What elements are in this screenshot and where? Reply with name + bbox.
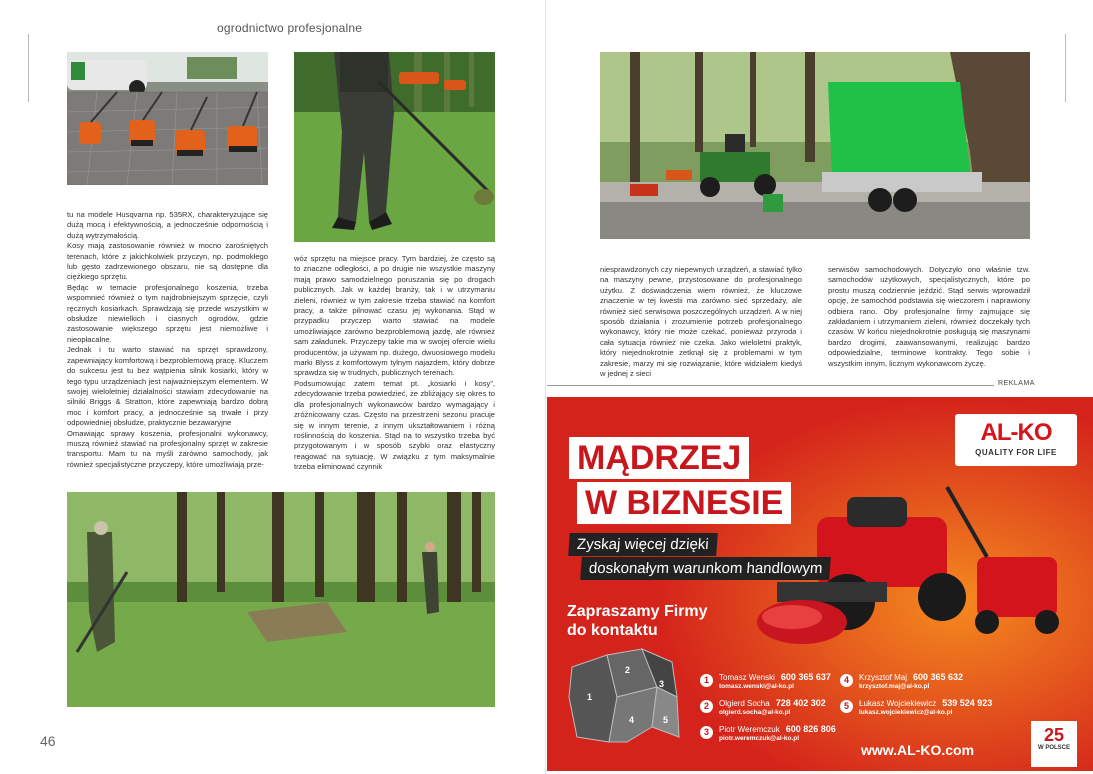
- map-region-label: 1: [587, 692, 593, 702]
- paragraph: serwisów samochodowych. Dotyczyło ono właśnie tzw. samochodów użytkowych, specjalistycznych, które po prostu muszą codziennie jeździć. Stąd serwis wprowadził opcję, że samochód podstawia się wieczorem i naprawiony odbiera rano. Oby profesjonalne firmy zajmujące się zakładaniem i utrzymaniem zieleni, również doczekały tych czasów. W końcu niejednokrotnie posługują się maszynami bardzo drogimi, zaawansowanymi, realizując bardzo odpowiedzialne, terminowe kontrakty. Tego sobie i wszystkim innym, licznym wykonawcom życzę.: [828, 265, 1030, 368]
- contact-email[interactable]: tomasz.wenski@al-ko.pl: [719, 683, 794, 690]
- contact-name: Olgierd Socha: [719, 699, 770, 708]
- contact-phone[interactable]: 728 402 302: [775, 698, 826, 708]
- contact-name-line: [719, 698, 826, 708]
- photo-tractor-trailer: [600, 52, 1030, 239]
- paragraph: Będąc w temacie profesjonalnego koszenia, trzeba wspomnieć również o tym najdrobniejszym sprzęcie, czyli ręcznych kosiarkach. Sprawdzają się przede wszystkim w obsłudze niewielkich i ciasnych ogrodów, gdzie zastosowanie większego sprzętu jest niemożliwe i nieopłacalne.: [67, 282, 268, 344]
- section-title: ogrodnictwo profesjonalne: [217, 21, 363, 35]
- region-number: 4: [840, 674, 853, 687]
- contact-email[interactable]: krzysztof.maj@al-ko.pl: [859, 683, 930, 690]
- paragraph: Omawiając sprawy koszenia, profesjonalni wykonawcy, muszą również stawiać na profesjonalny sprzęt w zakresie transportu. Mam tu na myśli zarówno samochody, jak również specjalistyczne przyczepy, które umożliwiają prze-: [67, 428, 268, 469]
- contact-name-line: [859, 672, 963, 682]
- contact-name: Piotr Weremczuk: [719, 725, 780, 734]
- invite-line-1: Zapraszamy Firmy: [567, 603, 708, 620]
- contact-name-line: [719, 672, 831, 682]
- margin-rule: [1065, 34, 1066, 102]
- region-number: 2: [700, 700, 713, 713]
- anniversary-number: 25: [1043, 725, 1065, 745]
- text-column-2: [294, 254, 495, 473]
- subline-1: Zyskaj więcej dzięki: [568, 533, 717, 556]
- advert-label: REKLAMA: [994, 380, 1039, 387]
- contact-name: Łukasz Wojciekiewicz: [859, 699, 937, 708]
- contact-name: Krzysztof Maj: [859, 673, 908, 682]
- invite-line-2: do kontaktu: [567, 622, 658, 639]
- advert-headline: [569, 437, 791, 524]
- logo-wordmark: AL-KO: [980, 419, 1052, 446]
- photo-brushcutters: [67, 52, 268, 185]
- map-region-label: 5: [663, 715, 669, 725]
- contact-email[interactable]: lukasz.wojciekiewicz@al-ko.pl: [859, 709, 953, 716]
- alko-logo: [955, 414, 1077, 466]
- text-column-4: [828, 265, 1030, 369]
- contact-name-line: [719, 724, 836, 734]
- map-region-label: 3: [659, 679, 665, 689]
- photo-trimmer-operator: [294, 52, 495, 242]
- poland-sales-regions-map: [569, 649, 679, 742]
- region-number: 5: [840, 700, 853, 713]
- page-number: 46: [40, 733, 56, 749]
- paragraph: Jednak i tu warto stawiać na sprzęt sprawdzony, zapewniający komfortową i bezproblemową pracę. Kluczem do sukcesu jest tu bez wątpienia silnik kosiarki, który w tego typu urządzeniach jest najważniejszym elementem. W swojej wieloletniej działalności stawiam zdecydowanie na silniki Briggs & Stratton, które zapewniają bardzo dobrą moc i komfort pracy, a jednocześnie są trwałe i przy odpowiedniej obsłudze, praktycznie bezawaryjne: [67, 345, 268, 428]
- map-region-label: 4: [629, 715, 635, 725]
- paragraph: tu na modele Husqvarna np. 535RX, charakteryzujące się dużą mocą i efektywnością, a jednocześnie odpornością i dużą wytrzymałością.: [67, 210, 268, 240]
- contact-phone[interactable]: 600 365 637: [780, 672, 831, 682]
- headline-line-2: W BIZNESIE: [577, 482, 791, 524]
- photo-forest-mowing: [67, 492, 495, 707]
- alko-advertisement: [547, 397, 1093, 771]
- paragraph: Kosy mają zastosowanie również w mocno zarośniętych terenach, które z jakichkolwiek przyczyn, np. podmokłego lub gęsto zadrzewionego obszaru, nie są dostępne dla ciężkiego sprzętu.: [67, 241, 268, 282]
- contact-email[interactable]: piotr.weremczuk@al-ko.pl: [719, 735, 800, 742]
- website-link[interactable]: www.AL-KO.com: [861, 742, 975, 758]
- advert-divider: [547, 385, 1039, 386]
- headline-line-1: MĄDRZEJ: [569, 437, 749, 479]
- margin-rule: [28, 34, 29, 102]
- contact-phone[interactable]: 600 365 632: [913, 672, 964, 682]
- contact-name-line: [859, 698, 992, 708]
- region-number: 1: [700, 674, 713, 687]
- map-region-label: 2: [625, 665, 631, 675]
- contact-email[interactable]: olgierd.socha@al-ko.pl: [719, 709, 791, 716]
- subline-2: doskonałym warunkom handlowym: [580, 557, 831, 580]
- left-page: [0, 0, 546, 774]
- contact-phone[interactable]: 600 826 806: [785, 724, 836, 734]
- paragraph: Podsumowując zatem temat pt. „kosiarki i kosy”, zdecydowanie trzeba powiedzieć, że zbliżający się okres to dla profesjonalnych wykonawców bardzo wymagający i zróżnicowany czas. Często na przestrzeni sezonu pracuje się w innym terenie, z innym ukształtowaniem i różną roślinnością do koszenia. Stąd na to wszystko trzeba być przygotowanym i w sposób szybki oraz elastyczny reagować na sytuację. W związku z tym maksymalnie trzeba eliminować czynnik: [294, 378, 495, 472]
- region-number: 3: [700, 726, 713, 739]
- text-column-3: [600, 265, 802, 379]
- text-column-1: [67, 210, 268, 470]
- contact-name: Tomasz Wenski: [719, 673, 775, 682]
- contact-phone[interactable]: 539 524 923: [942, 698, 993, 708]
- paragraph: wóz sprzętu na miejsce pracy. Tym bardziej, że często są to znaczne odległości, a po drugie nie wszystkie maszyny mają prawo samodzielnego poruszania się po drogach publicznych. Jak w każdej branży, tak i w utrzymaniu zieleni, również w tym zakresie trzeba stawiać na komfort pracy, a także pilnować czasu jej wykonania. Stąd w przypadku przyczep warto stawiać na modele umożliwiające zarówno bezproblemową jazdę, ale również sam załadunek. Przyczepy takie ma w swojej ofercie wielu producentów, ja używam np. dużego, dwuosiowego modelu marki Blyss z komfortowym tylnym najazdem, który dobrze sprawdza się w trudnych, publicznych terenach.: [294, 254, 495, 378]
- invite-text: [567, 602, 708, 640]
- logo-tagline: QUALITY FOR LIFE: [975, 448, 1057, 457]
- paragraph: niesprawdzonych czy niepewnych urządzeń, a stawiać tylko na maszyny pewne, przystosowane do profesjonalnego użytku. Z doświadczenia wiem również, że kluczowe znaczenie w tej kwestii ma zarówno sieć sprzedaży, ale również sieć serwisowa poszczególnych urządzeń. A w niej sposób działania i zrozumienie potrzeb profesjonalnego wykonawcy, który nie może czekać, ponieważ przyroda i cała sytuacja również nie czeka. Jako wieloletni praktyk, który niejednokrotnie zetknął się z problemami w tym zakresie, marzy mi się rozwiązanie, które widziałem kiedyś w jednej z sieci: [600, 265, 802, 379]
- anniversary-caption: W POLSCE: [1037, 745, 1070, 751]
- anniversary-badge: [1031, 721, 1077, 767]
